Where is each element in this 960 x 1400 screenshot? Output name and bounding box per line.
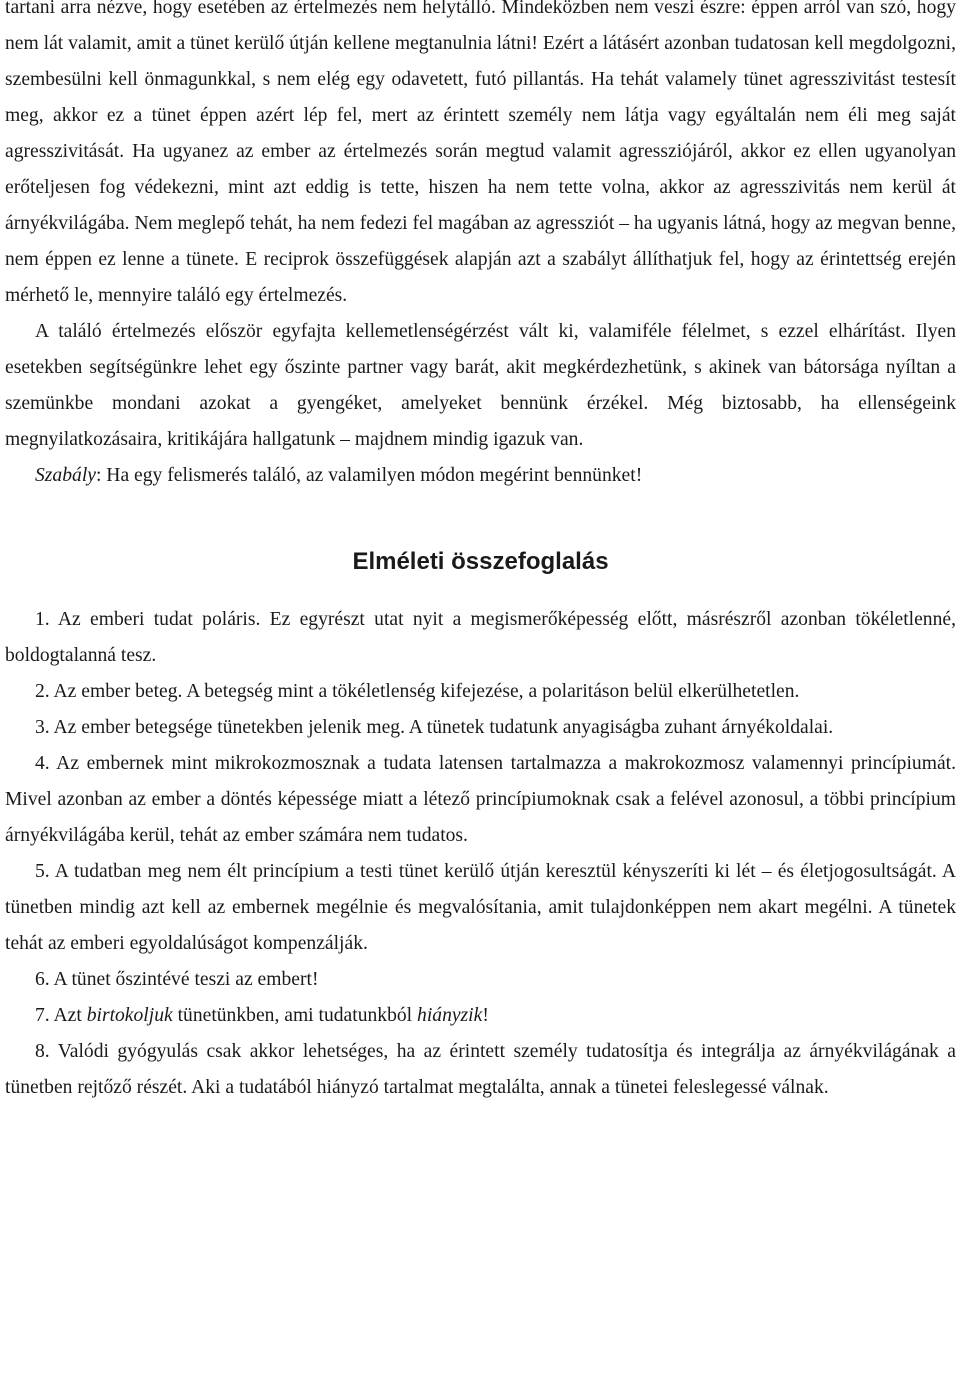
intro-paragraph-1: tartani arra nézve, hogy esetében az értelmezés nem helytálló. Mindeközben nem veszi észre: éppen arról van szó, hogy nem lát valamit, amit a tünet kerülő útján kellene megtanulnia látni! Ezért a látásért azonban tudatosan kell megdolgozni, szembesülni kell önmagunkkal, s nem elég egy odavetett, futó pillantás. Ha tehát valamely tünet agresszivitást testesít meg, akkor ez a tünet éppen azért lép fel, mert az érintett személy nem látja vagy egyáltalán nem éli meg saját agresszivitását. Ha ugyanez az ember az értelmezés során megtud valamit agressziójáról, akkor ez ellen ugyanolyan erőteljesen fog védekezni, mint azt eddig is tette, hiszen ha nem tette volna, akkor az agresszivitás nem kerül át árnyékvilágába. Nem meglepő tehát, ha nem fedezi fel magában az agressziót – ha ugyanis látná, hogy az megvan benne, nem éppen ez lenne a tünete. E reciprok összefüggések alapján azt a szabályt állíthatjuk fel, hogy az érintettség erején mérhető le, mennyire találó egy értelmezés. [5, 0, 956, 306]
summary-item-6: 6. A tünet őszintévé teszi az embert! [35, 969, 319, 990]
rule-paragraph [5, 458, 956, 494]
spacer [5, 494, 956, 544]
item7-post: ! [482, 1005, 489, 1026]
section-heading: Elméleti összefoglalás [352, 548, 609, 575]
summary-item-4: 4. Az embernek mint mikrokozmosznak a tudata latensen tartalmazza a makrokozmosz valamennyi princípiumát. Mivel azonban az ember a döntés képessége miatt a létező princípiumoknak csak a felével azonosul, a többi princípium árnyékvilágába kerül, tehát az ember számára nem tudatos. [5, 753, 956, 846]
rule-label: Szabály [35, 465, 96, 486]
document-page [5, 0, 956, 1106]
summary-item-3: 3. Az ember betegsége tünetekben jelenik meg. A tünetek tudatunk anyagiságba zuhant árnyékoldalai. [35, 717, 834, 738]
summary-item-8: 8. Valódi gyógyulás csak akkor lehetséges, ha az érintett személy tudatosítja és integrálja az árnyékvilágának a tünetben rejtőző részét. Aki a tudatából hiányzó tartalmat megtalálta, annak a tünetei feleslegessé válnak. [5, 1041, 956, 1098]
item7-mid: tünetünkben, ami tudatunkból [172, 1005, 418, 1026]
summary-item-1: 1. Az emberi tudat poláris. Ez egyrészt utat nyit a megismerőképesség előtt, másrészről azonban tökéletlenné, boldogtalanná tesz. [5, 609, 956, 666]
summary-item-7 [5, 998, 956, 1034]
rule-text: : Ha egy felismerés találó, az valamilyen módon megérint bennünket! [95, 465, 643, 486]
summary-item-2: 2. Az ember beteg. A betegség mint a tökéletlenség kifejezése, a polaritáson belül elkerülhetetlen. [35, 681, 800, 702]
intro-paragraph-2: A találó értelmezés először egyfajta kellemetlenségérzést vált ki, valamiféle félelmet, s ezzel elhárítást. Ilyen esetekben segítségünkre lehet egy őszinte partner vagy barát, akit megkérdezhetünk, s akinek van bátorsága nyíltan a szemünkbe mondani azokat a gyengéket, amelyeket bennünk érzékel. Még biztosabb, ha ellenségeink megnyilatkozásaira, kritikájára hallgatunk – majdnem mindig igazuk van. [5, 321, 956, 450]
item7-emphasis-2: hiányzik [417, 1005, 483, 1026]
spacer [5, 580, 956, 602]
item7-emphasis-1: birtokoljuk [86, 1005, 173, 1026]
item7-pre: 7. Azt [35, 1005, 87, 1026]
summary-item-5: 5. A tudatban meg nem élt princípium a testi tünet kerülő útján keresztül kényszeríti ki lét – és életjogosultságát. A tünetben mindig azt kell az embernek megélnie és megvalósítania, amit tulajdonképpen nem akart megélni. A tünetek tehát az emberi egyoldalúságot kompenzálják. [5, 861, 956, 954]
